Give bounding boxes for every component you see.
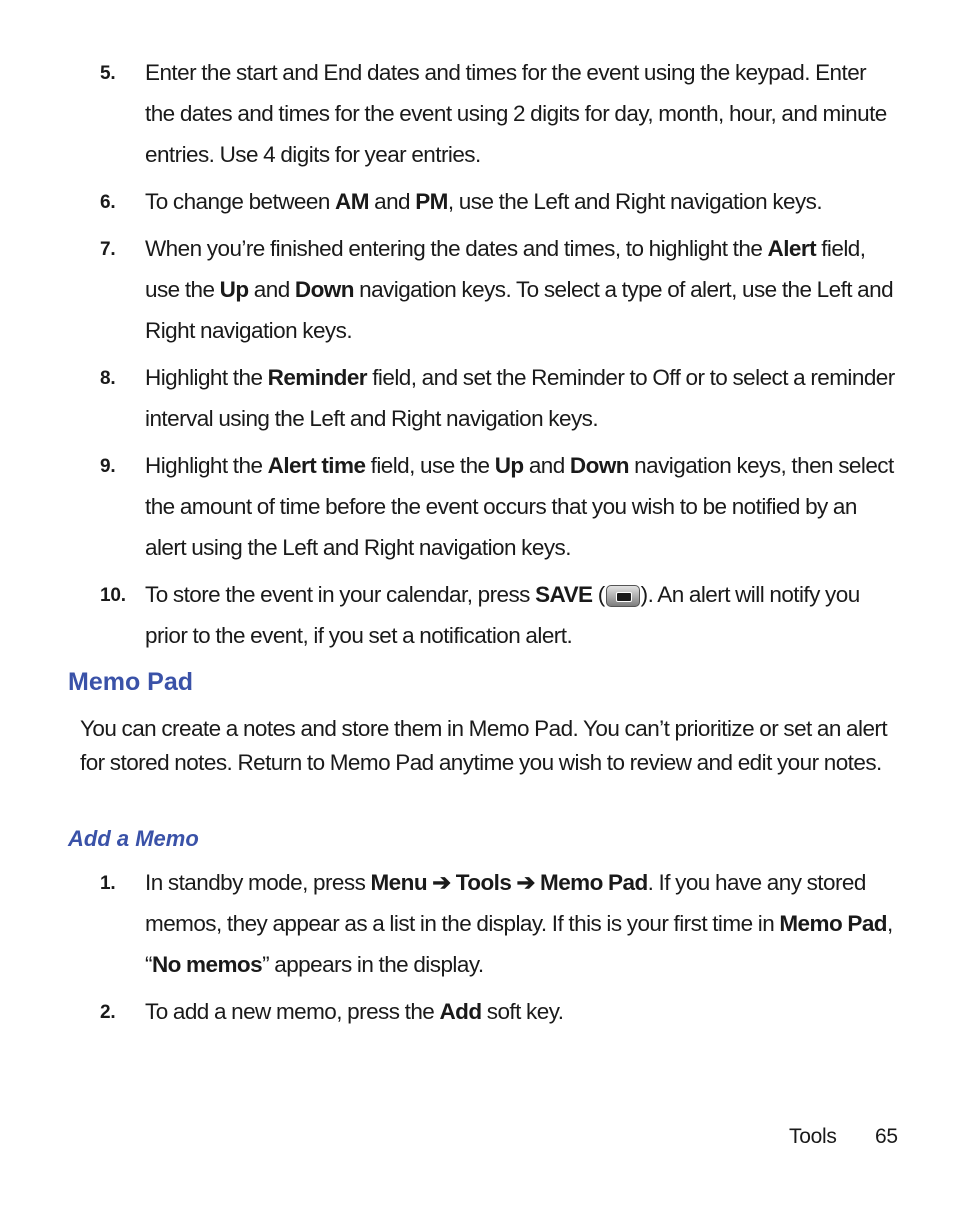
emphasis-text: Reminder <box>267 365 368 390</box>
body-text: To add a new memo, press the <box>145 999 440 1024</box>
body-text: navigation keys. To select a type of alert, use the Left and Right navigation keys. <box>145 277 894 343</box>
step-number: 8. <box>100 368 116 389</box>
emphasis-text: Memo Pad <box>779 911 887 936</box>
body-text: ). An alert will notify you prior to the event, if you set a notification alert. <box>145 582 860 648</box>
step-text <box>145 445 900 568</box>
body-text: Enter the start and End dates and times for the event using the keypad. Enter the dates and times for the event using 2 digits for day, month, hour, and minute entries. Use 4 digits for year entries. <box>145 60 887 167</box>
emphasis-text: SAVE <box>535 582 593 607</box>
emphasis-text: No memos <box>151 952 263 977</box>
emphasis-text: AM <box>335 189 369 214</box>
body-text: To change between <box>145 189 336 214</box>
body-text: ( <box>592 582 605 607</box>
emphasis-text: Up <box>494 453 524 478</box>
section-intro: You can create a notes and store them in Memo Pad. You can’t prioritize or set an alert for stored notes. Return to Memo Pad anytime you wish to review and edit your notes. <box>80 716 888 775</box>
emphasis-text: Up <box>219 277 249 302</box>
body-text: field, use the <box>365 453 495 478</box>
section-heading: Memo Pad <box>68 668 194 696</box>
page-number: 65 <box>875 1125 898 1148</box>
step-text <box>145 357 900 439</box>
step-number: 2. <box>100 1002 116 1023</box>
emphasis-text: Alert time <box>267 453 366 478</box>
body-text: Highlight the <box>145 453 268 478</box>
footer-section-label: Tools <box>789 1125 837 1148</box>
emphasis-text: Alert <box>767 236 817 261</box>
body-text: , “ <box>145 911 893 977</box>
step-text <box>145 228 900 351</box>
body-text: ” appears in the display. <box>262 952 484 977</box>
emphasis-text: Down <box>569 453 629 478</box>
step-number: 9. <box>100 456 116 477</box>
step-text <box>145 52 900 175</box>
emphasis-text: Down <box>294 277 354 302</box>
body-text: In standby mode, press <box>145 870 371 895</box>
subsection-heading: Add a Memo <box>68 826 199 851</box>
body-text: When you’re finished entering the dates and times, to highlight the <box>145 236 768 261</box>
body-text: and <box>368 189 416 214</box>
step-text <box>145 862 900 985</box>
body-text: navigation keys, then select the amount of time before the event occurs that you wish to be notified by an alert using the Left and Right navigation keys. <box>145 453 894 560</box>
body-text: soft key. <box>481 999 564 1024</box>
body-text: To store the event in your calendar, press <box>145 582 536 607</box>
step-text <box>145 181 900 222</box>
step-text <box>145 991 900 1032</box>
body-text: field, and set the Reminder to Off or to select a reminder interval using the Left and Right navigation keys. <box>145 365 895 431</box>
step-number: 10. <box>100 585 126 606</box>
body-text: . If you have any stored memos, they appear as a list in the display. If this is your first time in <box>145 870 866 936</box>
center-select-key-icon <box>606 585 640 607</box>
body-text: , use the Left and Right navigation keys. <box>447 189 823 214</box>
step-number: 5. <box>100 63 116 84</box>
step-number: 7. <box>100 239 116 260</box>
body-text: and <box>523 453 570 478</box>
body-text: field, use the <box>145 236 866 302</box>
emphasis-text: Add <box>439 999 482 1024</box>
emphasis-text: Menu ➔ Tools ➔ Memo Pad <box>370 870 648 895</box>
step-number: 1. <box>100 873 116 894</box>
step-number: 6. <box>100 192 116 213</box>
body-text: and <box>248 277 295 302</box>
step-text <box>145 574 900 656</box>
body-text: Highlight the <box>145 365 268 390</box>
emphasis-text: PM <box>415 189 448 214</box>
